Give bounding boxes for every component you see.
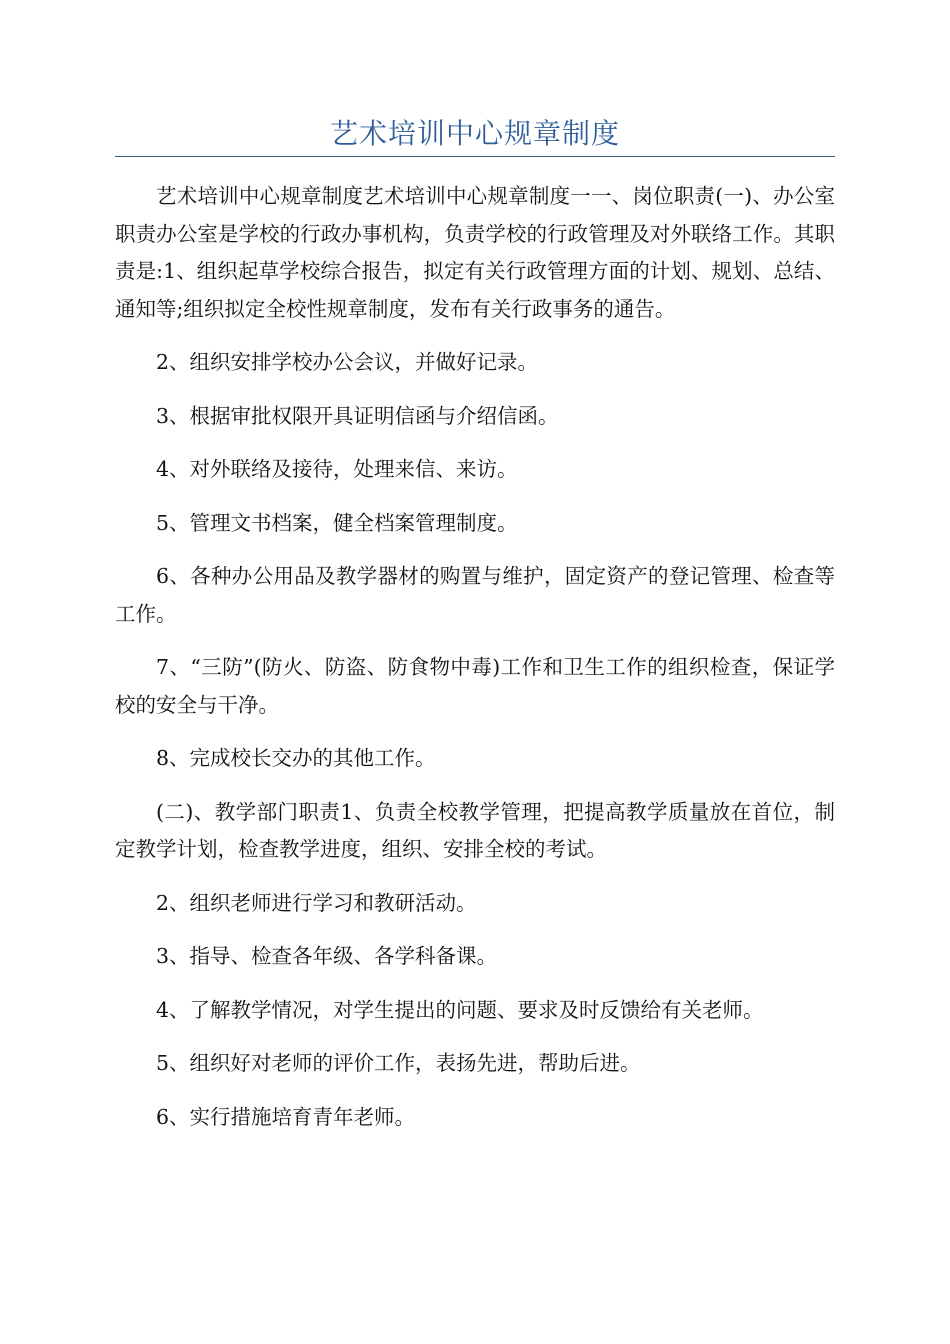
page-title: 艺术培训中心规章制度 [329,117,620,150]
paragraph-intro: 艺术培训中心规章制度艺术培训中心规章制度一一、岗位职责(一)、办公室职责办公室是学校的行政办事机构，负责学校的行政管理及对外联络工作。其职责是:1、组织起草学校综合报告，拟定有关行政管理方面的计划、规划、总结、通知等;组织拟定全校性规章制度，发布有关行政事务的通告。 [115,184,835,321]
paragraph-office-2: 2、组织安排学校办公会议，并做好记录。 [156,350,539,374]
paragraph-teaching-1: (二)、教学部门职责1、负责全校教学管理，把提高教学质量放在首位，制定教学计划，检查教学进度，组织、安排全校的考试。 [115,799,835,861]
paragraph-office-6: 6、各种办公用品及教学器材的购置与维护，固定资产的登记管理、检查等工作。 [115,564,835,626]
paragraph-office-8: 8、完成校长交办的其他工作。 [156,746,436,770]
paragraph-teaching-6: 6、实行措施培育青年老师。 [156,1104,416,1129]
paragraph-teaching-3: 3、指导、检查各年级、各学科备课。 [156,944,498,968]
paragraph-office-7: 7、“三防”(防火、防盗、防食物中毒)工作和卫生工作的组织检查，保证学校的安全与干净。 [115,655,835,717]
paragraph-teaching-5: 5、组织好对老师的评价工作，表扬先进，帮助后进。 [156,1051,641,1075]
document-body [115,178,835,1152]
paragraph-teaching-4: 4、了解教学情况，对学生提出的问题、要求及时反馈给有关老师。 [156,997,764,1022]
paragraph-office-5: 5、管理文书档案，健全档案管理制度。 [156,510,518,535]
paragraph-office-4: 4、对外联络及接待，处理来信、来访。 [156,457,518,481]
paragraph-office-3: 3、根据审批权限开具证明信函与介绍信函。 [156,403,559,428]
paragraph-teaching-2: 2、组织老师进行学习和教研活动。 [156,890,477,915]
title-block [115,112,835,157]
